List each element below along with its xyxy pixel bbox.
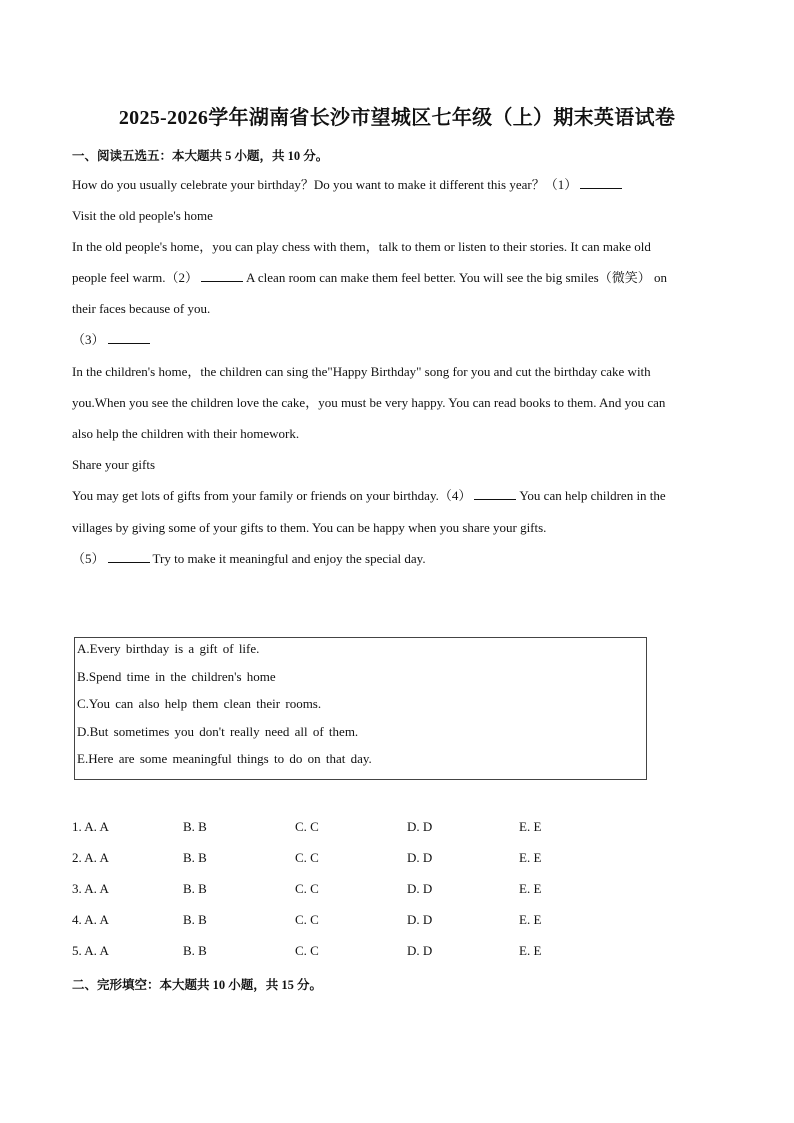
- choice-c[interactable]: C. C: [295, 881, 319, 896]
- passage-line-4: people feel warm.（2） A clean room can make them feel better. You will see the big smiles（微笑） on: [72, 270, 667, 285]
- choice-d[interactable]: D. D: [407, 912, 433, 927]
- choice-e[interactable]: E. E: [519, 912, 542, 927]
- question-row-1: [72, 819, 672, 837]
- choice-a[interactable]: 5. A. A: [72, 943, 109, 958]
- passage-heading-visit: Visit the old people's home: [72, 208, 213, 223]
- passage-line-12: villages by giving some of your gifts to them. You can be happy when you share your gifts.: [72, 520, 547, 535]
- passage-line-6: （3）: [72, 331, 153, 349]
- question-row-4: [72, 912, 672, 930]
- answer-blank-2[interactable]: [201, 269, 243, 282]
- choice-a[interactable]: 1. A. A: [72, 819, 109, 834]
- option-c: C.You can also help them clean their rooms.: [77, 696, 322, 711]
- answer-blank-3[interactable]: [108, 331, 150, 344]
- page-title: 2025-2026学年湖南省长沙市望城区七年级（上）期末英语试卷: [118, 107, 676, 129]
- choice-b[interactable]: B. B: [183, 881, 207, 896]
- choice-a[interactable]: 2. A. A: [72, 850, 109, 865]
- choice-d[interactable]: D. D: [407, 850, 433, 865]
- choice-b[interactable]: B. B: [183, 943, 207, 958]
- choice-c[interactable]: C. C: [295, 912, 319, 927]
- option-d: D.But sometimes you don't really need all of them.: [77, 724, 359, 739]
- passage-line-1: How do you usually celebrate your birthday？Do you want to make it different this year？（1）: [72, 176, 625, 194]
- choice-b[interactable]: B. B: [183, 912, 207, 927]
- option-b: B.Spend time in the children's home: [77, 669, 276, 684]
- choice-c[interactable]: C. C: [295, 850, 319, 865]
- passage-line-8: you.When you see the children love the cake，you must be very happy. You can read books to them. And you can: [72, 395, 666, 410]
- passage-line-5: their faces because of you.: [72, 301, 211, 316]
- question-row-2: [72, 850, 672, 868]
- choice-e[interactable]: E. E: [519, 819, 542, 834]
- choice-e[interactable]: E. E: [519, 943, 542, 958]
- passage-line-13: （5） Try to make it meaningful and enjoy the special day.: [72, 551, 426, 566]
- question-row-5: [72, 943, 672, 961]
- choice-a[interactable]: 4. A. A: [72, 912, 109, 927]
- choice-c[interactable]: C. C: [295, 819, 319, 834]
- answer-blank-1[interactable]: [580, 176, 622, 189]
- answer-blank-4[interactable]: [474, 487, 516, 500]
- passage-line-11: You may get lots of gifts from your family or friends on your birthday.（4） You can help children in the: [72, 488, 666, 503]
- option-e: E.Here are some meaningful things to do on that day.: [77, 751, 372, 766]
- options-box: [74, 637, 647, 780]
- choice-d[interactable]: D. D: [407, 819, 433, 834]
- passage-line-7: In the children's home，the children can sing the"Happy Birthday" song for you and cut the birthday cake with: [72, 364, 651, 379]
- passage-heading-share: Share your gifts: [72, 457, 156, 472]
- choice-a[interactable]: 3. A. A: [72, 881, 109, 896]
- section-2-heading: 二、完形填空：本大题共 10 小题，共 15 分。: [72, 978, 323, 992]
- choice-e[interactable]: E. E: [519, 850, 542, 865]
- choice-e[interactable]: E. E: [519, 881, 542, 896]
- option-a: A.Every birthday is a gift of life.: [77, 641, 260, 656]
- passage-line-9: also help the children with their homework.: [72, 426, 300, 441]
- answer-blank-5[interactable]: [108, 550, 150, 563]
- question-row-3: [72, 881, 672, 899]
- passage-line-3: In the old people's home，you can play chess with them，talk to them or listen to their stories. It can make old: [72, 239, 651, 254]
- choice-d[interactable]: D. D: [407, 943, 433, 958]
- choice-c[interactable]: C. C: [295, 943, 319, 958]
- choice-b[interactable]: B. B: [183, 819, 207, 834]
- section-1-heading: 一、阅读五选五：本大题共 5 小题，共 10 分。: [72, 149, 329, 163]
- choice-b[interactable]: B. B: [183, 850, 207, 865]
- choice-d[interactable]: D. D: [407, 881, 433, 896]
